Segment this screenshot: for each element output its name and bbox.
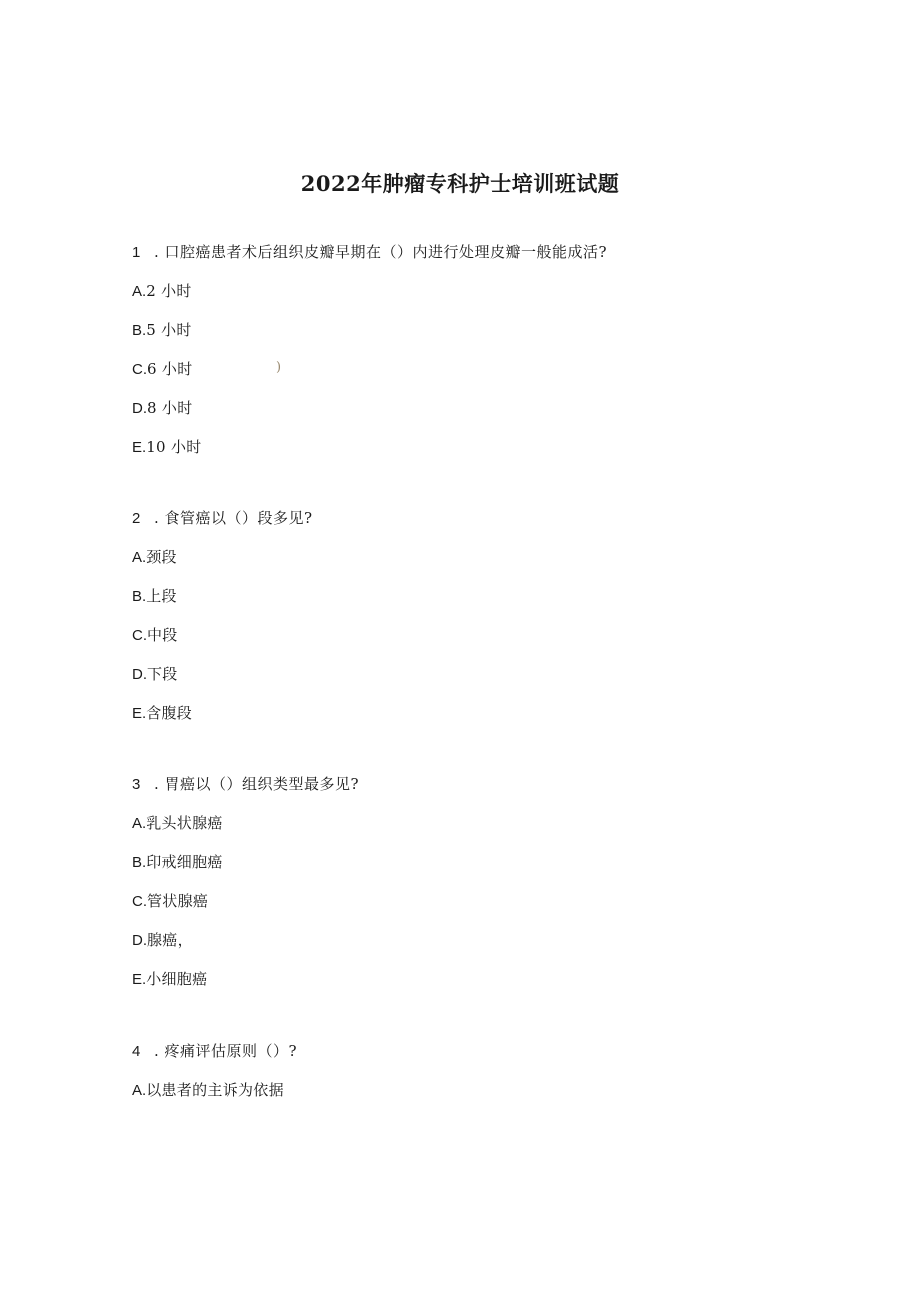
option-text: 颈段 — [146, 548, 177, 566]
option-1b — [132, 320, 192, 341]
option-text: 管状腺癌 — [147, 892, 209, 910]
option-1c — [132, 359, 193, 380]
question-text: . 疼痛评估原则（）? — [154, 1042, 298, 1060]
option-text: 2 小时 — [146, 282, 192, 300]
option-letter: A. — [132, 549, 147, 566]
question-number: 4 — [132, 1043, 141, 1060]
stray-mark: ) — [276, 360, 282, 375]
option-2e — [132, 703, 192, 724]
option-3e — [132, 969, 207, 990]
option-3a — [132, 813, 223, 834]
option-text: 印戒细胞癌 — [146, 853, 223, 871]
option-letter: D. — [132, 666, 147, 683]
option-letter: B. — [132, 322, 147, 339]
option-letter: B. — [132, 588, 147, 605]
option-text: 8 小时 — [147, 399, 193, 417]
option-text: 10 小时 — [146, 438, 202, 456]
option-1e — [132, 437, 202, 458]
question-text: . 口腔癌患者术后组织皮瓣早期在（）内进行处理皮瓣一般能成活? — [154, 243, 608, 261]
option-letter: D. — [132, 932, 147, 949]
option-letter: D. — [132, 400, 147, 417]
option-text: 6 小时 — [147, 360, 193, 378]
option-letter: C. — [132, 361, 147, 378]
option-1a — [132, 281, 192, 302]
option-letter: E. — [132, 705, 147, 722]
option-text: 小细胞癌 — [146, 970, 208, 988]
option-letter: C. — [132, 893, 147, 910]
question-3 — [132, 774, 359, 795]
option-2d — [132, 664, 178, 685]
option-text: 5 小时 — [146, 321, 192, 339]
option-letter: A. — [132, 1082, 147, 1099]
option-text: 以患者的主诉为依据 — [146, 1081, 284, 1099]
option-letter: A. — [132, 815, 147, 832]
option-text: 上段 — [146, 587, 177, 605]
question-number: 3 — [132, 776, 141, 793]
document-title: 2022年肿瘤专科护士培训班试题 — [300, 171, 620, 196]
option-3d — [132, 930, 193, 951]
option-3c — [132, 891, 208, 912]
option-text: 乳头状腺癌 — [146, 814, 223, 832]
option-letter: E. — [132, 439, 147, 456]
option-2a — [132, 547, 177, 568]
option-letter: C. — [132, 627, 147, 644]
option-2b — [132, 586, 177, 607]
question-text: . 食管癌以（）段多见? — [154, 509, 313, 527]
question-1 — [132, 242, 607, 263]
question-text: . 胃癌以（）组织类型最多见? — [154, 775, 360, 793]
option-text: 腺癌， — [147, 931, 193, 949]
option-letter: B. — [132, 854, 147, 871]
option-text: 中段 — [147, 626, 178, 644]
question-2 — [132, 508, 313, 529]
question-4 — [132, 1041, 297, 1062]
option-3b — [132, 852, 223, 873]
question-number: 2 — [132, 510, 141, 527]
option-text: 含腹段 — [146, 704, 193, 722]
option-text: 下段 — [147, 665, 178, 683]
option-4a — [132, 1080, 284, 1101]
option-2c — [132, 625, 178, 646]
question-number: 1 — [132, 244, 141, 261]
option-letter: E. — [132, 971, 147, 988]
option-letter: A. — [132, 283, 147, 300]
option-1d — [132, 398, 193, 419]
